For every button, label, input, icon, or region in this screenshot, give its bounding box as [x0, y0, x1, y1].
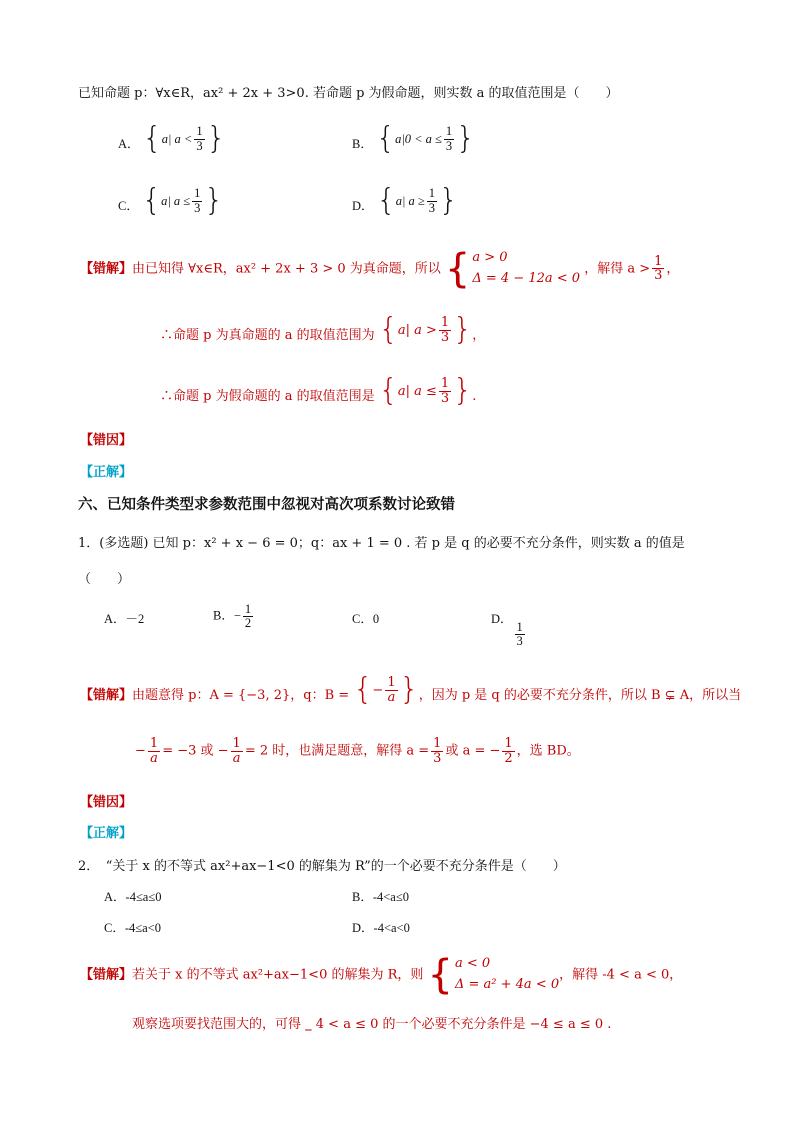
q1-cause-tag: 【错因】 — [80, 433, 133, 448]
q1-solution-line3: ∴命题 p 为假命题的 a 的取值范围是 { a| a ≤ $\frac{1}{3}$ } . — [160, 373, 477, 408]
numerator: 1 — [433, 736, 442, 751]
solution-text: ∴命题 p 为真命题的 a 的取值范围为 — [160, 328, 375, 343]
numerator: 1 — [428, 186, 436, 201]
denominator: 2 — [244, 616, 252, 631]
numerator: 1 — [387, 674, 396, 690]
q6-1-wrong-solution: 【错解】由题意得 p：A = {−3, 2}，q：B = { − $\frac{1}{a}$ } ，因为 p 是 q 的必要不充分条件，所以 B ⊊ A，所以当 — [80, 672, 742, 707]
q6-1-option-c: C．0 — [352, 612, 380, 626]
q6-2-option-c: C．-4≤a<0 — [104, 921, 161, 935]
q1-correct-tag: 【正解】 — [80, 465, 133, 480]
math: − — [135, 743, 146, 759]
set-body: a| a ≤ — [397, 383, 437, 399]
numerator: 1 — [149, 736, 159, 751]
q1-option-c: C． { a| a ≤ $\frac{1}{3}$ } — [118, 183, 224, 218]
q6-2-solution-line2: 观察选项要找范围大的，可得 ‗ 4 < a ≤ 0 的一个必要不充分条件是 −4 ≤ a ≤ 0 . — [132, 1017, 612, 1032]
q6-2-option-b: B．-4<a≤0 — [352, 890, 409, 904]
denominator: a — [387, 689, 396, 705]
solution-text: 若关于 x 的不等式 ax²+ax−1<0 的解集为 R，则 — [132, 967, 424, 983]
numerator: 1 — [194, 186, 201, 201]
option-label: D． — [352, 199, 374, 213]
option-label: B． — [352, 137, 373, 151]
system-row: Δ = 4 − 12a < 0 — [472, 270, 581, 286]
denominator: 3 — [196, 138, 203, 153]
numerator: 1 — [440, 314, 450, 330]
q6-2-stem: 2． “关于 x 的不等式 ax²+ax−1<0 的解集为 R”的一个必要不充分条件是（ ） — [78, 859, 566, 874]
denominator: 3 — [440, 329, 450, 345]
set-body: a|0 < a ≤ — [395, 131, 442, 146]
denominator: 3 — [440, 390, 450, 406]
option-label: C． — [118, 199, 139, 213]
wrong-solution-tag: 【错解】 — [80, 967, 133, 983]
punct: ， — [472, 328, 486, 343]
solution-text: ，解得 a > — [584, 261, 651, 277]
numerator: 1 — [196, 124, 203, 139]
math: = 2 时，也满足题意，解得 a = — [244, 743, 430, 759]
numerator: 1 — [244, 602, 252, 616]
punct: ， — [666, 261, 680, 277]
denominator: 3 — [194, 200, 201, 215]
wrong-solution-tag: 【错解】 — [80, 688, 133, 703]
system-row: a < 0 — [455, 956, 491, 971]
q6-1-stem: 1．(多选题) 已知 p：x² + x − 6 = 0；q：ax + 1 = 0 . 若 p 是 q 的必要不充分条件，则实数 a 的值是 — [78, 536, 685, 551]
punct: . — [472, 389, 477, 404]
math: 或 a = − — [445, 743, 501, 759]
denominator: a — [150, 750, 158, 766]
solution-text: 由题意得 p：A = {−3, 2}，q：B = — [132, 688, 350, 703]
math: = −3 或 − — [162, 743, 229, 759]
solution-text: ，因为 p 是 q 的必要不充分条件，所以 B ⊊ A，所以当 — [418, 688, 742, 703]
solution-text: ，解得 -4 < a < 0， — [559, 967, 683, 983]
denominator: 3 — [654, 268, 663, 284]
q6-1-correct-tag: 【正解】 — [80, 826, 133, 841]
denominator: 2 — [504, 750, 513, 766]
q6-2-option-a: A．-4≤a≤0 — [104, 890, 162, 904]
set-body: a| a < — [161, 131, 193, 146]
numerator: 1 — [654, 253, 663, 269]
numerator: 1 — [440, 375, 450, 391]
set-body: a| a > — [397, 322, 437, 338]
math: ，选 BD。 — [516, 743, 580, 759]
system-row: a > 0 — [472, 250, 508, 265]
option-label: A． — [118, 137, 140, 151]
denominator: a — [232, 750, 241, 766]
q1-option-a: A． { a| a < $\frac{1}{3}$ } — [118, 121, 226, 156]
q1-stem: 已知命题 p：∀x∈R，ax² + 2x + 3>0. 若命题 p 为假命题，则实数 a 的取值范围是（ ） — [78, 86, 619, 101]
denominator: 3 — [433, 750, 442, 766]
q1-wrong-solution: 【错解】由已知得 ∀x∈R，ax² + 2x + 3 > 0 为真命题，所以 { a > 0 Δ = 4 − 12a < 0 ，解得 a > $\frac{1}{3}$ ， — [80, 245, 680, 292]
q1-solution-line2: ∴命题 p 为真命题的 a 的取值范围为 { a| a > $\frac{1}{3}$ } ， — [160, 312, 486, 347]
option-label: D． — [491, 612, 513, 626]
q6-1-option-d — [491, 613, 527, 648]
q6-1-solution-line2 — [135, 737, 580, 765]
option-label: B．− — [213, 608, 241, 623]
system-row: Δ = a² + 4a < 0 — [455, 976, 560, 992]
q6-1-cause-tag: 【错因】 — [80, 795, 133, 810]
q1-option-b: B． { a|0 < a ≤ $\frac{1}{3}$ } — [352, 121, 476, 156]
numerator: 1 — [504, 736, 513, 751]
q1-option-d: D． { a| a ≥ $\frac{1}{3}$ } — [352, 183, 459, 218]
denominator: 3 — [516, 634, 523, 649]
q6-2-option-d: D．-4<a<0 — [352, 921, 410, 935]
q6-2-wrong-solution: 【错解】若关于 x 的不等式 ax²+ax−1<0 的解集为 R，则 { a < 0 Δ = a² + 4a < 0 ，解得 -4 < a < 0， — [80, 951, 683, 998]
solution-text: ∴命题 p 为假命题的 a 的取值范围是 — [160, 389, 375, 404]
set-body: a| a ≥ — [395, 193, 425, 208]
wrong-solution-tag: 【错解】 — [80, 261, 133, 277]
numerator: 1 — [516, 620, 523, 634]
q6-1-option-a: A．－2 — [104, 612, 145, 626]
section-heading: 六、已知条件类型求参数范围中忽视对高次项系数讨论致错 — [78, 497, 455, 513]
set-body: a| a ≤ — [161, 193, 191, 208]
denominator: 3 — [428, 200, 436, 215]
denominator: 3 — [445, 138, 453, 153]
q6-1-option-b — [213, 603, 255, 630]
q6-1-stem-paren: （ ） — [78, 572, 131, 587]
numerator: 1 — [445, 124, 453, 139]
solution-text: 由已知得 ∀x∈R，ax² + 2x + 3 > 0 为真命题，所以 — [132, 261, 441, 277]
numerator: 1 — [232, 736, 241, 751]
